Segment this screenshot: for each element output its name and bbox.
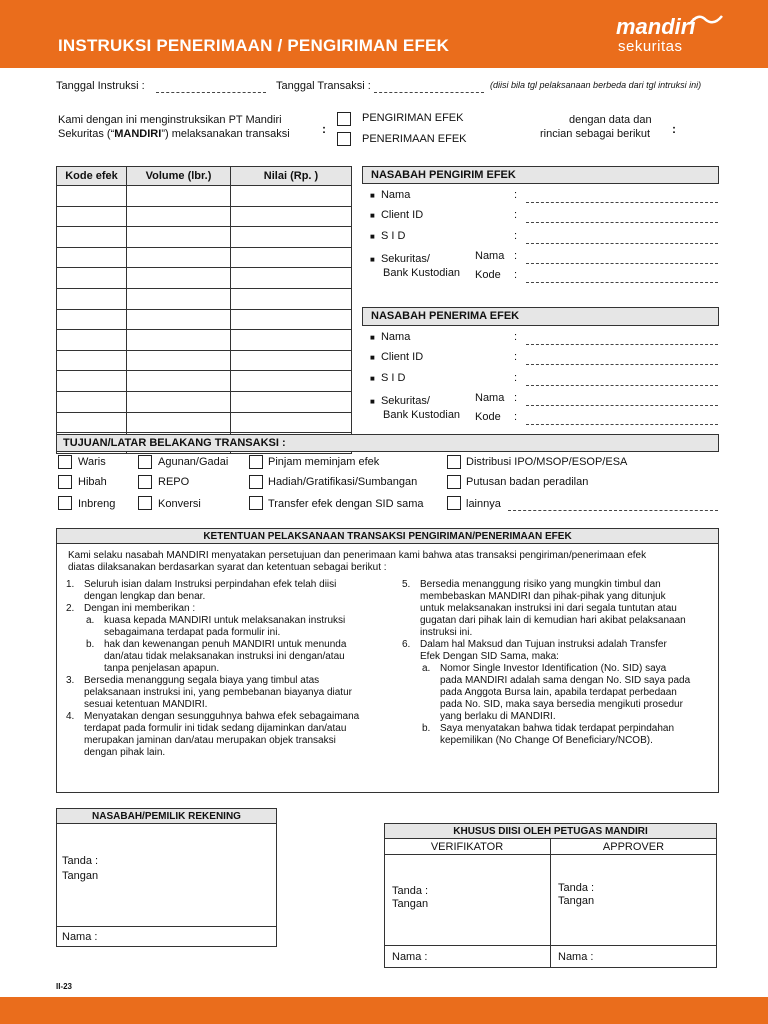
- logo-mandiri: mandiri: [616, 14, 696, 39]
- penerima-sub-kode: Kode: [475, 411, 501, 423]
- ketentuan-item: [66, 591, 376, 603]
- intro-right-2: rincian sebagai berikut: [540, 128, 651, 140]
- pengirim-sek-label-1: Sekuritas/: [380, 253, 430, 265]
- col-kode-efek: Kode efek: [57, 167, 127, 186]
- ketentuan-item-text: Menyatakan dengan sesungguhnya bahwa efek sebagaimana: [84, 711, 360, 722]
- ketentuan-item: [66, 747, 376, 759]
- penerima-sek-row: ■ Sekuritas/: [370, 395, 430, 407]
- table-row[interactable]: [57, 227, 352, 248]
- pengiriman-checkbox[interactable]: [337, 112, 351, 126]
- pengirim-sek-kode-field[interactable]: [526, 282, 718, 283]
- ketentuan-item-text: instruksi ini.: [420, 627, 473, 638]
- table-row[interactable]: [57, 206, 352, 227]
- tanggal-transaksi-field[interactable]: [374, 92, 484, 93]
- ketentuan-intro-2: diatas dilaksanakan berdasarkan syarat dan ketentuan sebagai berikut :: [68, 562, 387, 573]
- penerima-nama-row: ■ Nama: [370, 331, 411, 343]
- ketentuan-item-text: Seluruh isian dalam Instruksi perpindahan efek telah diisi: [84, 579, 337, 590]
- pengirim-sid-row: ■ S I D: [370, 230, 406, 242]
- tanggal-instruksi-label: Tanggal Instruksi :: [56, 80, 145, 92]
- konversi-label: Konversi: [158, 498, 201, 510]
- penerima-sek-label-2: Bank Kustodian: [383, 409, 461, 421]
- repo-checkbox[interactable]: [138, 475, 152, 489]
- tujuan-title: TUJUAN/LATAR BELAKANG TRANSAKSI :: [63, 437, 286, 449]
- ketentuan-item-text: gugatan dari pihak lain di kemudian hari akibat pelaksanaan: [420, 615, 686, 626]
- distribusi-checkbox[interactable]: [447, 455, 461, 469]
- colon: :: [514, 392, 518, 404]
- ketentuan-item-number: 1.: [66, 579, 75, 590]
- ketentuan-item: [422, 687, 712, 699]
- pengirim-nama-label: Nama: [380, 189, 411, 201]
- petugas-nama-divider: [384, 945, 717, 946]
- ketentuan-item: [86, 615, 376, 627]
- ketentuan-item-text: Saya menyatakan bahwa tidak terdapat perpindahan: [440, 723, 675, 734]
- lainnya-label: lainnya: [466, 498, 501, 510]
- ketentuan-item-text: kepemilikan (No Change Of Beneficiary/NCOB).: [440, 735, 653, 746]
- ketentuan-item-text: pada MANDIRI adalah sama dengan No. SID saya pada: [440, 675, 691, 686]
- ketentuan-item: [66, 675, 376, 687]
- pengirim-sub-kode: Kode: [475, 269, 501, 281]
- colon: :: [514, 209, 518, 221]
- table-row[interactable]: [57, 350, 352, 371]
- verifikator-tanda: Tanda :: [392, 885, 429, 897]
- colon: :: [514, 411, 518, 423]
- ketentuan-item: [66, 711, 376, 723]
- table-row[interactable]: [57, 309, 352, 330]
- ketentuan-item: [86, 627, 376, 639]
- nasabah-tangan: Tangan: [62, 870, 99, 882]
- ketentuan-item: [422, 675, 712, 687]
- efek-table: [56, 166, 352, 454]
- ketentuan-item: [422, 735, 712, 747]
- penerima-sid-row: ■ S I D: [370, 372, 406, 384]
- logo-wave-icon: [688, 14, 724, 26]
- ketentuan-item-text: Bersedia menanggung segala biaya yang timbul atas: [84, 675, 320, 686]
- pengirim-sub-nama: Nama: [475, 250, 505, 262]
- verifikator-tangan: Tangan: [392, 898, 429, 910]
- ketentuan-item-text: membebaskan MANDIRI dan pihak-pihak yang ditunjuk: [420, 591, 666, 602]
- intro-colon-2: :: [672, 122, 676, 136]
- ketentuan-item-text: dengan lengkap dan benar.: [84, 591, 206, 602]
- table-row[interactable]: [57, 330, 352, 351]
- tanggal-note: (diisi bila tgl pelaksanaan berbeda dari tgl intruksi ini): [490, 80, 702, 90]
- ketentuan-item: [66, 735, 376, 747]
- colon: :: [514, 351, 518, 363]
- ketentuan-item: [402, 579, 712, 591]
- pengirim-title: NASABAH PENGIRIM EFEK: [371, 169, 516, 181]
- penerimaan-label: PENERIMAAN EFEK: [362, 133, 467, 145]
- ketentuan-item-number: b.: [86, 639, 95, 650]
- tanggal-transaksi-label: Tanggal Transaksi :: [276, 80, 371, 92]
- agunan-label: Agunan/Gadai: [158, 456, 229, 468]
- pengirim-nama-field[interactable]: [526, 202, 718, 203]
- tujuan-header: [56, 434, 719, 452]
- lainnya-field[interactable]: [508, 510, 718, 511]
- ketentuan-item-text: hak dan kewenangan penuh MANDIRI untuk menunda: [104, 639, 347, 650]
- ketentuan-item-text: sebagaimana terdapat pada formulir ini.: [104, 627, 281, 638]
- colon: :: [514, 372, 518, 384]
- penerima-client-label: Client ID: [380, 351, 424, 363]
- ketentuan-item-number: a.: [422, 663, 431, 674]
- ketentuan-item: [422, 663, 712, 675]
- penerima-sub-nama: Nama: [475, 392, 505, 404]
- penerima-title: NASABAH PENERIMA EFEK: [371, 310, 520, 322]
- pengirim-client-label: Client ID: [380, 209, 424, 221]
- transfer-sid-checkbox[interactable]: [249, 496, 263, 510]
- nasabah-header: [56, 808, 277, 824]
- ketentuan-item-text: yang berlaku di MANDIRI.: [440, 711, 556, 722]
- ketentuan-item-text: Bersedia menanggung risiko yang mungkin timbul dan: [420, 579, 661, 590]
- table-header-row: [57, 167, 352, 186]
- konversi-checkbox[interactable]: [138, 496, 152, 510]
- nasabah-title: NASABAH/PEMILIK REKENING: [92, 811, 241, 822]
- putusan-label: Putusan badan peradilan: [466, 476, 589, 488]
- nasabah-nama: Nama :: [62, 931, 98, 943]
- inbreng-label: Inbreng: [78, 498, 116, 510]
- logo-sekuritas: sekuritas: [618, 38, 683, 55]
- intro-text-a: Sekuritas (“: [58, 128, 115, 140]
- ketentuan-item-text: untuk melaksanakan instruksi ini dari segala tuntutan atau: [420, 603, 677, 614]
- approver-tangan: Tangan: [558, 895, 595, 907]
- table-row[interactable]: [57, 412, 352, 433]
- table-row[interactable]: [57, 247, 352, 268]
- pinjam-checkbox[interactable]: [249, 455, 263, 469]
- ketentuan-item: [402, 651, 712, 663]
- ketentuan-item-text: dan/atau tidak melaksanakan instruksi ini dengan/atau: [104, 651, 345, 662]
- verifikator-label: VERIFIKATOR: [430, 841, 504, 853]
- col-nilai: Nilai (Rp. ): [231, 167, 352, 186]
- agunan-checkbox[interactable]: [138, 455, 152, 469]
- penerimaan-checkbox[interactable]: [337, 132, 351, 146]
- waris-label: Waris: [78, 456, 106, 468]
- pengirim-client-row: ■ Client ID: [370, 209, 424, 221]
- repo-label: REPO: [158, 476, 190, 488]
- ketentuan-item-text: Nomor Single Investor Identification (No. SID) saya: [440, 663, 667, 674]
- penerima-client-row: ■ Client ID: [370, 351, 424, 363]
- intro-line-1: Kami dengan ini menginstruksikan PT Mandiri: [58, 114, 282, 126]
- ketentuan-item: [422, 699, 712, 711]
- ketentuan-item-number: a.: [86, 615, 95, 626]
- pengirim-nama-row: ■ Nama: [370, 189, 411, 201]
- ketentuan-item-text: sesuai ketentuan MANDIRI.: [84, 699, 208, 710]
- ketentuan-item-text: merupakan jaminan dan/atau merupakan objek transaksi: [84, 735, 336, 746]
- distribusi-label: Distribusi IPO/MSOP/ESOP/ESA: [466, 456, 628, 468]
- colon: :: [514, 269, 518, 281]
- penerima-header: [362, 307, 719, 326]
- intro-right-1: dengan data dan: [569, 114, 652, 126]
- ketentuan-item: [66, 723, 376, 735]
- petugas-title: KHUSUS DIISI OLEH PETUGAS MANDIRI: [453, 826, 648, 837]
- lainnya-checkbox[interactable]: [447, 496, 461, 510]
- ketentuan-item-text: terdapat pada formulir ini tidak sedang dijaminkan dan/atau: [84, 723, 347, 734]
- hadiah-label: Hadiah/Gratifikasi/Sumbangan: [268, 476, 418, 488]
- pengirim-sek-row: ■ Sekuritas/: [370, 253, 430, 265]
- ketentuan-item: [402, 603, 712, 615]
- pengirim-sid-field[interactable]: [526, 243, 718, 244]
- ketentuan-item-number: 2.: [66, 603, 75, 614]
- colon: :: [514, 230, 518, 242]
- penerima-client-field[interactable]: [526, 364, 718, 365]
- pengirim-sek-nama-field[interactable]: [526, 263, 718, 264]
- footer-bar: [0, 997, 768, 1024]
- ketentuan-item-text: kuasa kepada MANDIRI untuk melaksanakan instruksi: [104, 615, 346, 626]
- penerima-sek-label-1: Sekuritas/: [380, 395, 430, 407]
- table-row[interactable]: [57, 391, 352, 412]
- ketentuan-item: [402, 627, 712, 639]
- ketentuan-item: [66, 579, 376, 591]
- ketentuan-item: [422, 723, 712, 735]
- colon: :: [514, 331, 518, 343]
- ketentuan-item-text: pelaksanaan instruksi ini, yang pembebanan biayanya diatur: [84, 687, 352, 698]
- penerima-nama-label: Nama: [380, 331, 411, 343]
- penerima-sek-nama-field[interactable]: [526, 405, 718, 406]
- approver-label: APPROVER: [602, 841, 665, 853]
- col-volume: Volume (lbr.): [127, 167, 231, 186]
- hadiah-checkbox[interactable]: [249, 475, 263, 489]
- nasabah-signature-area[interactable]: [90, 850, 270, 920]
- ketentuan-item: [86, 639, 376, 651]
- form-code: II-23: [56, 982, 73, 991]
- inbreng-checkbox[interactable]: [58, 496, 72, 510]
- ketentuan-item-text: pada Anggota Bursa lain, apabila terdapat perbedaan: [440, 687, 677, 698]
- pinjam-label: Pinjam meminjam efek: [268, 456, 380, 468]
- penerima-sid-field[interactable]: [526, 385, 718, 386]
- penerima-nama-field[interactable]: [526, 344, 718, 345]
- nasabah-tanda: Tanda :: [62, 855, 99, 867]
- ketentuan-item: [422, 711, 712, 723]
- petugas-header: [384, 823, 717, 839]
- ketentuan-item-text: Efek Dengan SID Sama, maka:: [420, 651, 559, 662]
- form-title: INSTRUKSI PENERIMAAN / PENGIRIMAN EFEK: [58, 36, 450, 55]
- verifikator-nama: Nama :: [392, 951, 428, 963]
- transfer-sid-label: Transfer efek dengan SID sama: [268, 498, 424, 510]
- penerima-sid-label: S I D: [380, 372, 406, 384]
- table-row[interactable]: [57, 186, 352, 207]
- ketentuan-item-number: 6.: [402, 639, 411, 650]
- ketentuan-item: [402, 615, 712, 627]
- pengirim-sid-label: S I D: [380, 230, 406, 242]
- ketentuan-item-text: pada No. SID, maka saya bersedia mengikuti prosedur: [440, 699, 683, 710]
- ketentuan-item-number: 3.: [66, 675, 75, 686]
- pengirim-client-field[interactable]: [526, 222, 718, 223]
- ketentuan-item-text: Dengan ini memberikan :: [84, 603, 196, 614]
- penerima-sek-kode-field[interactable]: [526, 424, 718, 425]
- intro-colon: :: [322, 122, 326, 136]
- ketentuan-item-text: tanpa penjelasan apapun.: [104, 663, 220, 674]
- ketentuan-item-text: Dalam hal Maksud dan Tujuan instruksi adalah Transfer: [420, 639, 667, 650]
- intro-text-c: ”) melaksanakan transaksi: [161, 128, 290, 140]
- waris-checkbox[interactable]: [58, 455, 72, 469]
- approver-nama: Nama :: [558, 951, 594, 963]
- table-row[interactable]: [57, 371, 352, 392]
- ketentuan-item-number: b.: [422, 723, 431, 734]
- ketentuan-intro-1: Kami selaku nasabah MANDIRI menyatakan persetujuan dan penerimaan kami bahwa atas transaksi pengiriman/penerimaan efek: [68, 550, 647, 561]
- ketentuan-item-number: 4.: [66, 711, 75, 722]
- colon: :: [514, 250, 518, 262]
- intro-mandiri: MANDIRI: [114, 128, 162, 140]
- putusan-checkbox[interactable]: [447, 475, 461, 489]
- ketentuan-item-number: 5.: [402, 579, 411, 590]
- hibah-checkbox[interactable]: [58, 475, 72, 489]
- ketentuan-item: [66, 699, 376, 711]
- pengiriman-label: PENGIRIMAN EFEK: [362, 112, 464, 124]
- ketentuan-item-text: dengan pihak lain.: [84, 747, 166, 758]
- intro-line-2: [58, 128, 290, 140]
- approver-tanda: Tanda :: [558, 882, 595, 894]
- ketentuan-item: [402, 591, 712, 603]
- pengirim-header: [362, 166, 719, 184]
- ketentuan-item: [66, 603, 376, 615]
- ketentuan-item: [402, 639, 712, 651]
- ketentuan-item: [86, 651, 376, 663]
- ketentuan-header: [56, 528, 719, 544]
- nasabah-divider: [56, 926, 277, 927]
- table-row[interactable]: [57, 268, 352, 289]
- tanggal-instruksi-field[interactable]: [156, 92, 266, 93]
- colon: :: [514, 189, 518, 201]
- pengirim-sek-label-2: Bank Kustodian: [383, 267, 461, 279]
- hibah-label: Hibah: [78, 476, 107, 488]
- petugas-divider: [550, 839, 551, 968]
- ketentuan-item: [86, 663, 376, 675]
- ketentuan-item: [66, 687, 376, 699]
- table-row[interactable]: [57, 288, 352, 309]
- ketentuan-title: KETENTUAN PELAKSANAAN TRANSAKSI PENGIRIMAN/PENERIMAAN EFEK: [203, 531, 572, 542]
